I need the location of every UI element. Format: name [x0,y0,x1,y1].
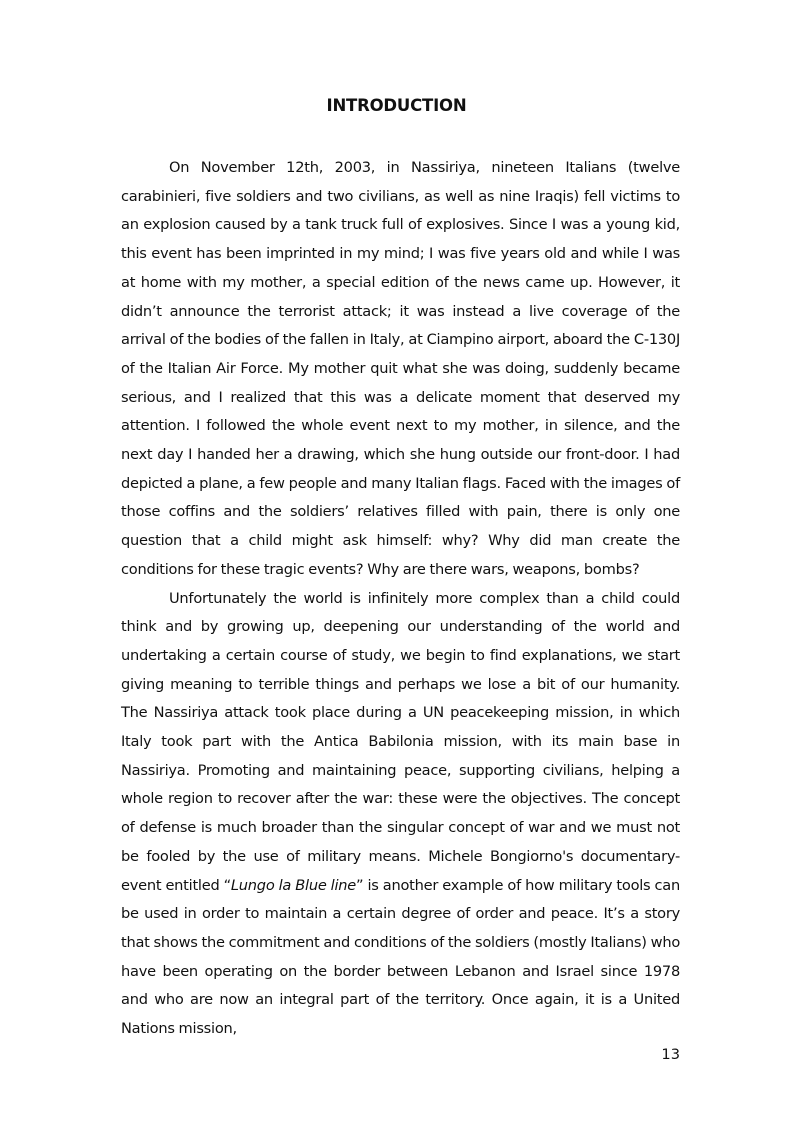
documentary-title: Lungo la Blue line [230,876,357,894]
paragraph-2-part-1: Unfortunately the world is infinitely more complex than a child could think and by growing up, deepening our understanding of the world and undertaking a certain course of study, we begin to find explanations, we start giving meaning to terrible things and perhaps we lose a bit of our humanity. The Nassiriya attack took place during a UN peacekeeping mission, in which Italy took part with the Antica Babilonia mission, with its main base in Nassiriya. Promoting and maintaining peace, supporting civilians, helping a whole region to recover after the war: these were the objectives. The concept of defense is much broader than the singular concept of war and we must not be fooled by the use of military means. Michele Bongiorno's documentary-event entitled “ [121,589,680,894]
paragraph-1: On November 12th, 2003, in Nassiriya, nineteen Italians (twelve carabinieri, five soldiers and two civilians, as well as nine Iraqis) fell victims to an explosion caused by a tank truck full of explosives. Since I was a young kid, this event has been imprinted in my mind; I was five years old and while I was at home with my mother, a special edition of the news came up. However, it didn’t announce the terrorist attack; it was instead a live coverage of the arrival of the bodies of the fallen in Italy, at Ciampino airport, aboard the C-130J of the Italian Air Force. My mother quit what she was doing, suddenly became serious, and I realized that this was a delicate moment that deserved my attention. I followed the whole event next to my mother, in silence, and the next day I handed her a drawing, which she hung outside our front-door. I had depicted a plane, a few people and many Italian flags. Faced with the images of those coffins and the soldiers’ relatives filled with pain, there is only one question that a child might ask himself: why? Why did man create the conditions for these tragic events? Why are there wars, weapons, bombs? [121,159,680,578]
paragraph-2-part-2: ” is another example of how military tools can be used in order to maintain a certain degree of order and peace. It’s a story that shows the commitment and conditions of the soldiers (mostly Italians) who have been operating on the border between Lebanon and Israel since 1978 and who are now an integral part of the territory. Once again, it is a United Nations mission, [121,876,681,1038]
body-text [121,154,680,1044]
paragraph-2 [121,585,680,1044]
page-title: INTRODUCTION [326,96,467,115]
page-number: 13 [661,1046,680,1063]
